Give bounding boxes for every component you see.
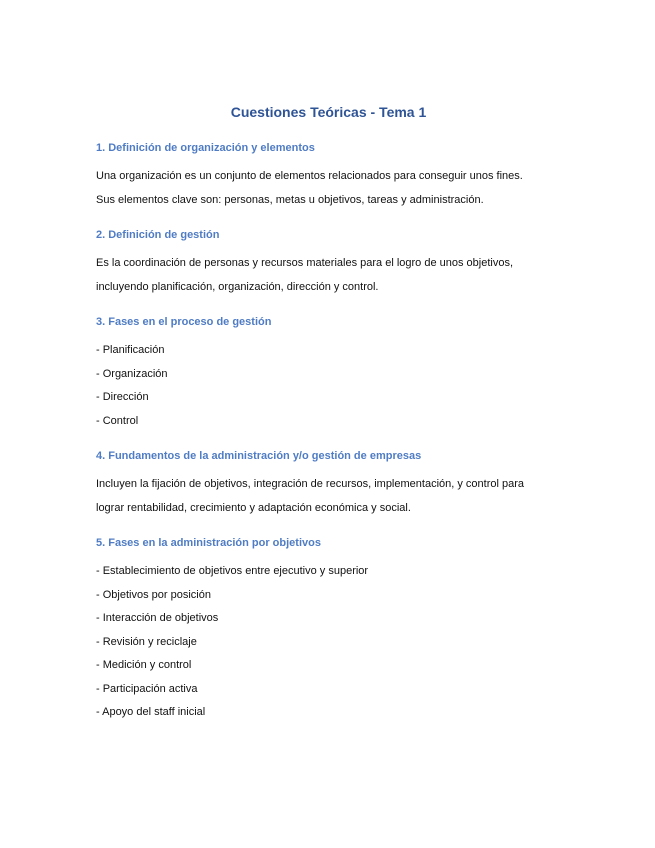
section-body — [96, 165, 595, 212]
paragraph-line: lograr rentabilidad, crecimiento y adaptación económica y social. — [96, 501, 411, 514]
section-heading: 5. Fases en la administración por objetivos — [96, 537, 321, 549]
section-fases-objetivos — [96, 535, 595, 725]
bullet-list — [96, 560, 595, 725]
section-body — [96, 252, 595, 299]
list-item: - Control — [96, 414, 139, 427]
section-fundamentos — [96, 448, 595, 520]
section-gestion — [96, 227, 595, 299]
section-body — [96, 473, 595, 520]
section-heading: 4. Fundamentos de la administración y/o gestión de empresas — [96, 450, 422, 462]
list-item: - Objetivos por posición — [96, 588, 211, 601]
list-item: - Organización — [96, 367, 168, 380]
paragraph-line: Incluyen la fijación de objetivos, integración de recursos, implementación, y control para — [96, 478, 525, 490]
document-title: Cuestiones Teóricas - Tema 1 — [230, 104, 427, 120]
section-fases-gestion — [96, 314, 595, 433]
list-item: - Medición y control — [96, 659, 192, 671]
list-item: - Planificación — [96, 344, 165, 356]
section-heading: 2. Definición de gestión — [96, 229, 220, 241]
list-item: - Participación activa — [96, 682, 198, 695]
section-heading: 1. Definición de organización y elementos — [96, 142, 315, 154]
paragraph-line: Sus elementos clave son: personas, metas u objetivos, tareas y administración. — [96, 193, 484, 206]
section-organizacion — [96, 140, 595, 212]
list-item: - Establecimiento de objetivos entre ejecutivo y superior — [96, 565, 369, 577]
paragraph-line: Es la coordinación de personas y recursos materiales para el logro de unos objetivos, — [96, 257, 514, 269]
paragraph-line: incluyendo planificación, organización, dirección y control. — [96, 280, 379, 293]
list-item: - Revisión y reciclaje — [96, 635, 197, 648]
list-item: - Apoyo del staff inicial — [96, 706, 206, 718]
paragraph-line: Una organización es un conjunto de elementos relacionados para conseguir unos fines. — [96, 170, 523, 182]
list-item: - Interacción de objetivos — [96, 612, 219, 624]
bullet-list — [96, 339, 595, 433]
section-heading: 3. Fases en el proceso de gestión — [96, 316, 272, 328]
list-item: - Dirección — [96, 391, 149, 403]
